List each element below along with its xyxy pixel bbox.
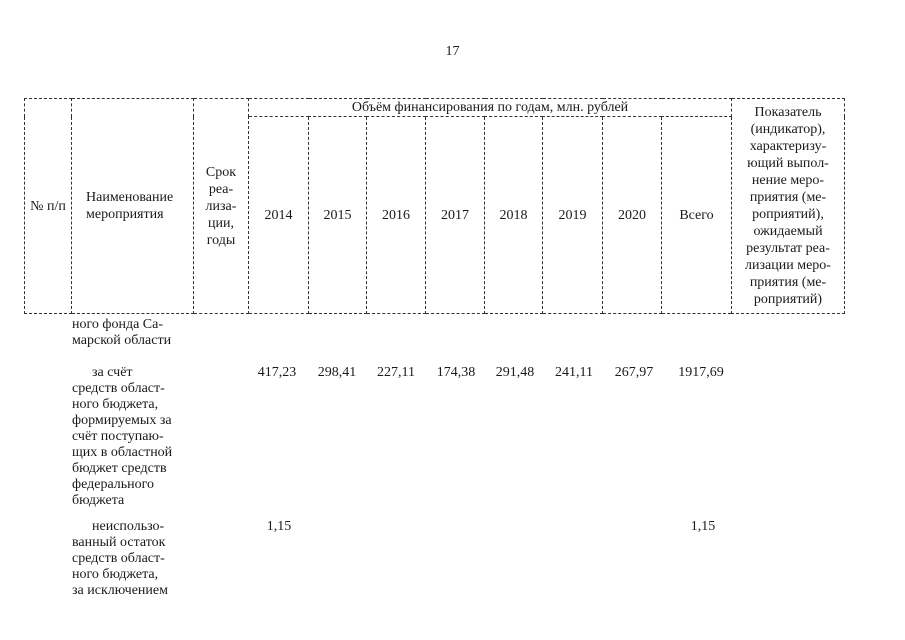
header-year: 2019: [543, 117, 603, 314]
row-label: за счёт средств област- ного бюджета, формируемых за счёт поступаю- щих в областной бюджет средств федерального бюджета: [72, 365, 173, 508]
row-label: ного фонда Са- марской области: [72, 317, 172, 348]
cell-value-2020: 267,97: [614, 365, 654, 380]
header-total: Всего: [662, 117, 732, 314]
header-year: 2016: [367, 117, 426, 314]
header-funding-title: Объём финансирования по годам, млн. рублей: [249, 99, 732, 117]
cell-value-2016: 227,11: [377, 365, 415, 380]
header-year: 2018: [485, 117, 543, 314]
header-col-name: Наименование мероприятия: [72, 99, 194, 314]
header-col-number: № п/п: [25, 99, 72, 314]
header-year: 2015: [309, 117, 367, 314]
row-label: неиспользо- ванный остаток средств област- ного бюджета, за исключением: [72, 519, 168, 598]
table-header: [24, 98, 845, 314]
header-year: 2020: [603, 117, 662, 314]
cell-value-2017: 174,38: [436, 365, 476, 380]
header-year: 2014: [249, 117, 309, 314]
cell-value-2019: 241,11: [555, 365, 593, 380]
cell-value-2014: 417,23: [257, 365, 297, 380]
header-col-indicator: Показатель (индикатор), характеризу-ющий выпол-нение меро-приятия (ме-роприятий), ожидаемый результат реа-лизации меро-приятия (ме-роприятий): [732, 99, 845, 314]
cell-value-2015: 298,41: [317, 365, 357, 380]
cell-value-total: 1,15: [690, 519, 716, 534]
cell-value-total: 1917,69: [678, 365, 724, 380]
page-number: 17: [445, 44, 460, 59]
cell-value-2018: 291,48: [495, 365, 535, 380]
header-col-term: Срок реа-лиза-ции, годы: [194, 99, 249, 314]
header-year: 2017: [426, 117, 485, 314]
cell-value-2014: 1,15: [266, 519, 292, 534]
